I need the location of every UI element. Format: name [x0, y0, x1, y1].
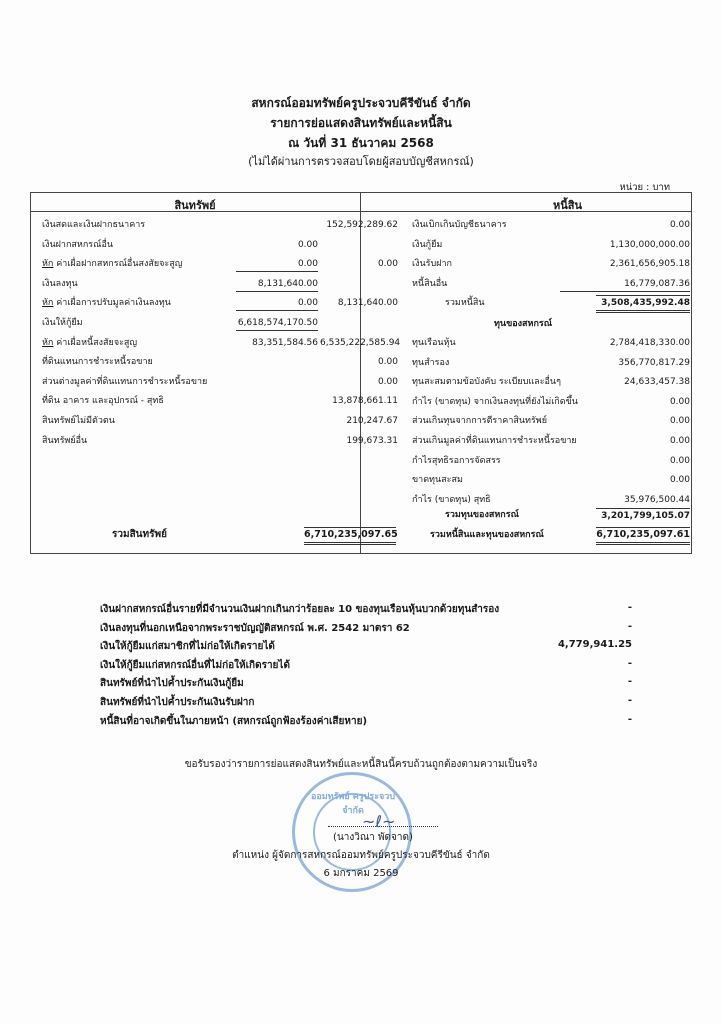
asset-row-text: เงินลงทุน [42, 278, 78, 289]
asset-row-value: 8,131,640.00 [337, 298, 398, 309]
note-label: สินทรัพย์ที่นำไปค้ำประกันเงินกู้ยืม [100, 678, 244, 690]
liability-row-value: 2,361,656,905.18 [609, 259, 690, 270]
note-value: - [627, 695, 632, 706]
equity-row-value: 0.00 [669, 475, 690, 486]
note-label: สินทรัพย์ที่นำไปค้ำประกันเงินรับฝาก [100, 697, 255, 708]
signer-name: (นางวิณา พัดจาด) [333, 832, 413, 843]
note-label: เงินให้กู้ยืมแก่สหกรณ์อื่นที่ไม่ก่อให้เกิดรายได้ [100, 659, 290, 671]
asset-row-value: 152,592,289.62 [326, 220, 398, 230]
asset-row-subvalue: 6,618,574,170.50 [236, 316, 318, 331]
asset-row-label [42, 238, 113, 252]
total-equity-value: 3,201,799,105.07 [596, 508, 690, 523]
asset-row-text: ค่าเผื่อหนี้สงสัยจะสูญ [53, 337, 138, 348]
certification-date: 6 มกราคม 2569 [323, 868, 399, 879]
equity-row-label: กำไร (ขาดทุน) สุทธิ [412, 494, 491, 505]
note-value: 4,779,941.25 [557, 639, 632, 651]
equity-row-value: 0.00 [669, 416, 690, 427]
liability-row-label: เงินเบิกเกินบัญชีธนาคาร [412, 220, 507, 230]
equity-row-label: ส่วนเกินทุนจากการตีราคาสินทรัพย์ [412, 416, 547, 427]
asset-row-value: 199,673.31 [346, 435, 398, 446]
asset-row-value: 210,247.67 [346, 416, 398, 426]
asset-row-text: สินทรัพย์ไม่มีตัวตน [42, 416, 115, 426]
asset-row-value: 0.00 [377, 376, 398, 387]
asset-row-text: ส่วนต่างมูลค่าที่ดินแทนการชำระหนี้รอขาย [42, 376, 208, 387]
total-equity-label: รวมทุนของสหกรณ์ [445, 510, 519, 520]
total-assets-value: 6,710,235,097.65 [304, 527, 396, 545]
total-liabilities-label: รวมหนี้สิน [445, 298, 485, 308]
deduct-prefix: หัก [42, 337, 54, 348]
asset-row-label [42, 434, 87, 448]
asset-row-value: 0.00 [377, 357, 398, 368]
liability-row-value: 1,130,000,000.00 [609, 239, 690, 250]
asset-row-label [42, 277, 78, 291]
asset-row-text: ที่ดินแทนการชำระหนี้รอขาย [42, 357, 153, 368]
asset-row-text: ค่าเผื่อฝากสหกรณ์อื่นสงสัยจะสูญ [53, 259, 183, 270]
asset-row-label [42, 394, 164, 408]
assets-heading: สินทรัพย์ [174, 199, 216, 212]
note-value: - [627, 713, 632, 725]
asset-row-value: 0.00 [377, 259, 398, 270]
certification-statement: ขอรับรองว่ารายการย่อแสดงสินทรัพย์และหนี้สินนี้ครบถ้วนถูกต้องตามความเป็นจริง [184, 759, 538, 770]
equity-heading: ทุนของสหกรณ์ [494, 319, 553, 329]
asset-row-text: ค่าเผื่อการปรับมูลค่าเงินลงทุน [53, 298, 171, 309]
note-label: เงินฝากสหกรณ์อื่นรายที่มีจำนวนเงินฝากเกินกว่าร้อยละ 10 ของทุนเรือนหุ้นบวกด้วยทุนสำรอง [100, 604, 500, 615]
note-value: - [627, 602, 632, 613]
grand-total-value: 6,710,235,097.61 [596, 527, 690, 545]
equity-row-label: ทุนสำรอง [412, 357, 450, 368]
equity-row-value: 0.00 [669, 455, 690, 466]
asset-row-text: เงินให้กู้ยืม [42, 318, 83, 328]
asset-row-label [42, 316, 83, 330]
liability-row-value: 16,779,087.36 [560, 277, 690, 292]
asset-row-subvalue: 0.00 [297, 239, 318, 250]
asset-row-text: ที่ดิน อาคาร และอุปกรณ์ - สุทธิ [42, 396, 164, 407]
liability-row-label: เงินรับฝาก [412, 259, 452, 270]
equity-row-label: ทุนเรือนหุ้น [412, 338, 456, 348]
report-title: รายการย่อแสดงสินทรัพย์และหนี้สิน [270, 116, 452, 130]
audit-note: (ไม่ได้ผ่านการตรวจสอบโดยผู้สอบบัญชีสหกรณ์) [248, 155, 474, 168]
equity-row-label: ส่วนเกินมูลค่าที่ดินแทนการชำระหนี้รอขาย [412, 436, 577, 446]
column-divider [360, 192, 361, 554]
equity-row-value: 35,976,500.44 [624, 494, 690, 505]
note-label: เงินให้กู้ยืมแก่สมาชิกที่ไม่ก่อให้เกิดรายได้ [100, 641, 275, 653]
asset-row-label [42, 218, 145, 232]
total-assets-label: รวมสินทรัพย์ [112, 529, 167, 540]
note-value: - [627, 620, 632, 632]
equity-row-value: 0.00 [669, 396, 690, 407]
grand-total-label: รวมหนี้สินและทุนของสหกรณ์ [430, 530, 544, 540]
equity-row-label: ทุนสะสมตามข้อบังคับ ระเบียบและอื่นๆ [412, 377, 561, 388]
asset-row-subvalue: 0.00 [236, 257, 318, 272]
unit-label: หน่วย : บาท [619, 182, 670, 193]
signature-mark: ~ℓ~ [362, 812, 396, 831]
note-value: - [627, 676, 632, 688]
asset-row-subvalue: 83,351,584.56 [252, 337, 318, 348]
equity-row-label: กำไร (ขาดทุน) จากเงินลงทุนที่ยังไม่เกิดขึ้น [412, 396, 578, 407]
equity-row-value: 356,770,817.29 [618, 357, 690, 368]
equity-row-value: 0.00 [669, 436, 690, 446]
deduct-prefix: หัก [42, 259, 54, 270]
note-value: - [627, 657, 632, 669]
equity-row-label: ขาดทุนสะสม [412, 475, 463, 486]
equity-row-value: 2,784,418,330.00 [609, 338, 690, 348]
note-label: เงินลงทุนที่นอกเหนือจากพระราชบัญญัติสหกรณ์ พ.ศ. 2542 มาตรา 62 [100, 622, 410, 634]
asset-row-subvalue: 0.00 [236, 296, 318, 311]
asset-row-label [42, 355, 153, 369]
asset-row-value: 6,535,222,585.94 [320, 337, 401, 348]
liabilities-heading: หนี้สิน [552, 199, 582, 212]
liability-row-value: 0.00 [669, 220, 690, 230]
equity-row-label: กำไรสุทธิรอการจัดสรร [412, 455, 501, 466]
liability-row-label: หนี้สินอื่น [412, 278, 448, 289]
asset-row-value: 13,878,661.11 [332, 396, 398, 407]
asset-row-text: สินทรัพย์อื่น [42, 435, 88, 446]
asset-row-label [42, 375, 207, 389]
seal-text: ออมทรัพย์ ครูประจวบ จำกัด [310, 792, 396, 816]
org-name: สหกรณ์ออมทรัพย์ครูประจวบคีรีขันธ์ จำกัด [251, 96, 471, 110]
asset-row-subvalue: 8,131,640.00 [236, 277, 318, 292]
asset-row-label [42, 414, 115, 428]
liability-row-label: เงินกู้ยืม [412, 239, 443, 250]
total-liabilities-value: 3,508,435,992.48 [596, 295, 690, 313]
signer-position: ตำแหน่ง ผู้จัดการสหกรณ์ออมทรัพย์ครูประจวบคีรีขันธ์ จำกัด [232, 850, 490, 861]
equity-row-value: 24,633,457.38 [624, 377, 690, 388]
note-label: หนี้สินที่อาจเกิดขึ้นในภายหน้า (สหกรณ์ถูกฟ้องร้องค่าเสียหาย) [100, 715, 368, 727]
asset-row-label [42, 336, 137, 350]
asset-row-label [42, 296, 171, 310]
asset-row-text: เงินฝากสหกรณ์อื่น [42, 239, 114, 250]
asset-row-label [42, 257, 182, 271]
report-date: ณ วันที่ 31 ธันวาคม 2568 [288, 136, 434, 150]
deduct-prefix: หัก [42, 298, 54, 309]
asset-row-text: เงินสดและเงินฝากธนาคาร [42, 220, 146, 230]
